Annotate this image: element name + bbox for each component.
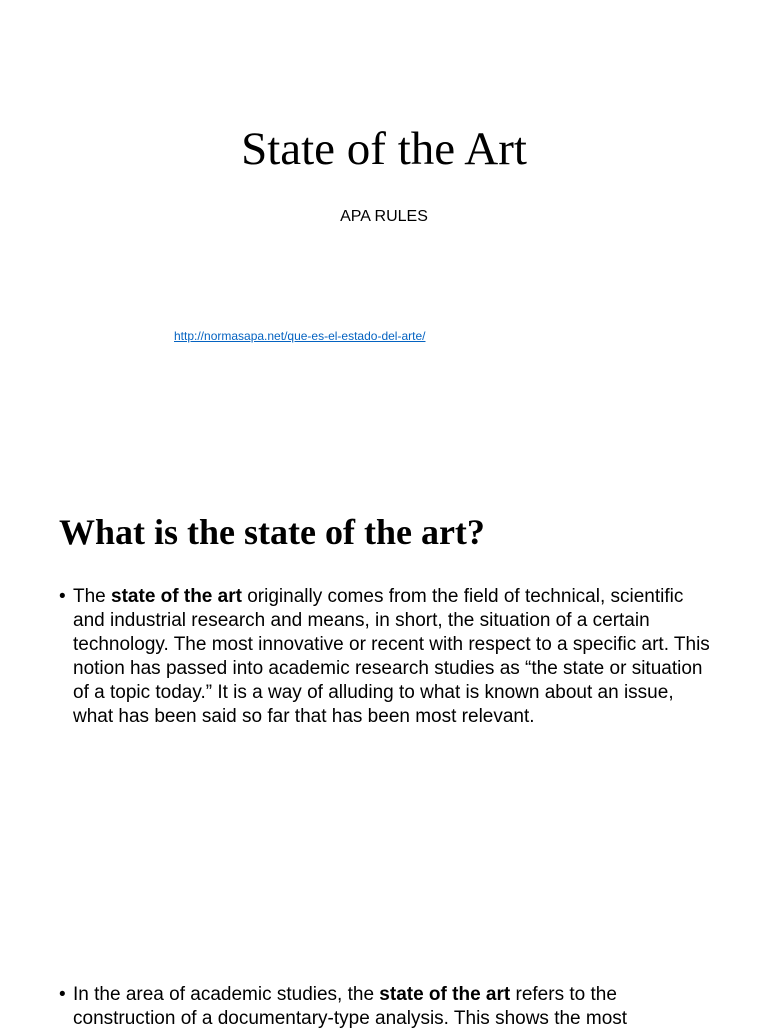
source-link[interactable]: http://normasapa.net/que-es-el-estado-del-arte/ — [174, 329, 426, 343]
bullet-lead: The — [73, 586, 112, 607]
bullet-icon: • — [59, 586, 66, 607]
bullet-text — [73, 585, 713, 729]
content-slide — [0, 480, 768, 1029]
slide-heading: What is the state of the art? — [59, 512, 485, 552]
bullet-lead: In the area of academic studies, the — [73, 984, 380, 1005]
slide-title: State of the Art — [241, 123, 527, 175]
bullet-icon: • — [59, 984, 66, 1005]
slide-subtitle: APA RULES — [340, 208, 428, 225]
bullet-item — [59, 585, 713, 729]
title-slide — [0, 0, 768, 480]
bullet-rest: refers to the construction of a documentary-type analysis. This shows the most — [73, 984, 628, 1029]
bullet-bold-term: state of the art — [379, 984, 511, 1005]
bullet-bold-term: state of the art — [111, 586, 242, 607]
bullet-rest: originally comes from the field of technical, scientific and industrial research and means, in short, the situation of a certain technology. The most innovative or recent with respect to a specific art. This notion has passed into academic research studies as “the state or situation of a topic today.” It is a way of alluding to what is known about an issue, what has been said so far that has been most relevant. — [73, 586, 710, 727]
